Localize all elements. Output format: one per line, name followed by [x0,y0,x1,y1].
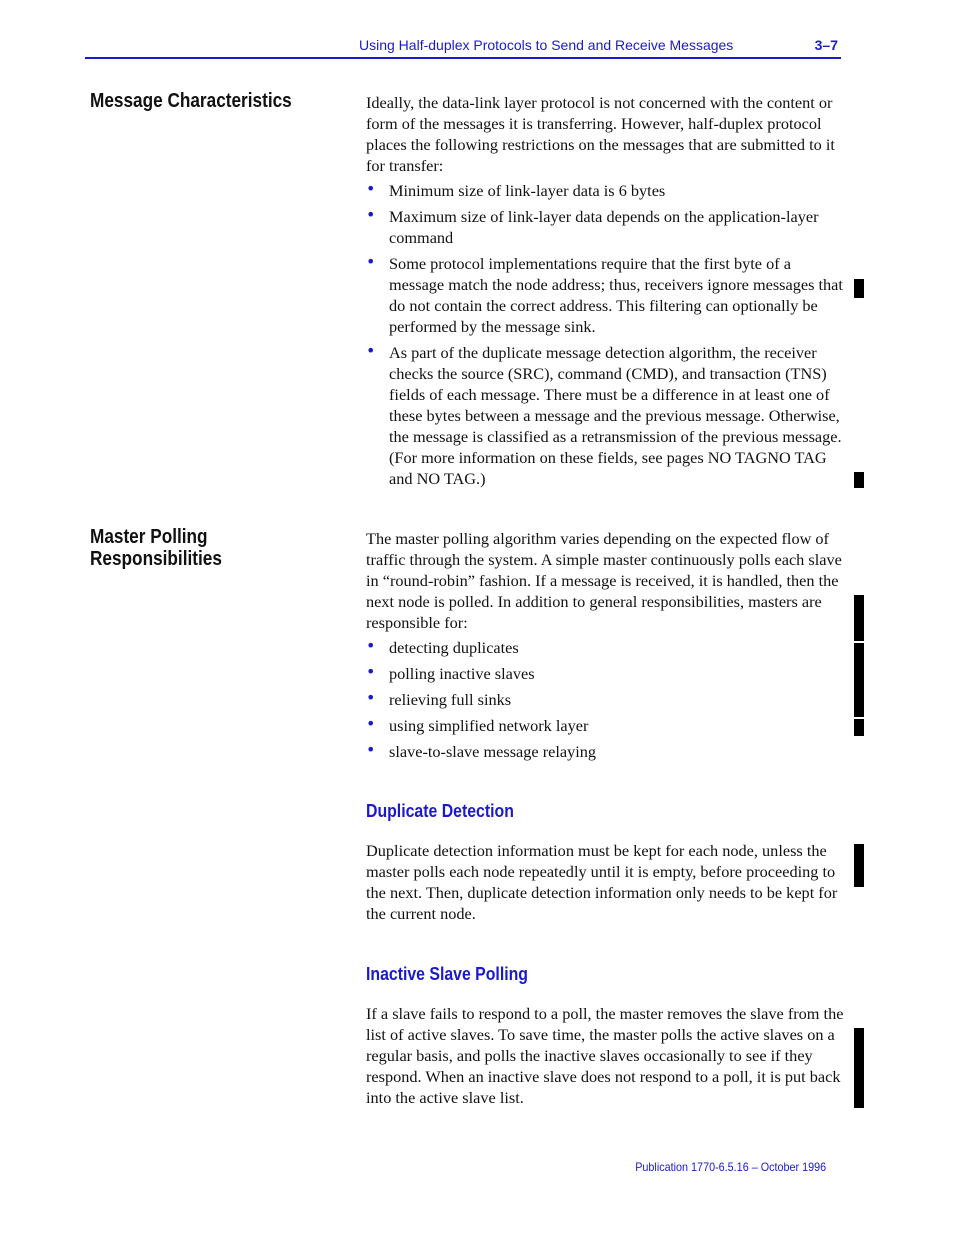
message-characteristics-list [366,180,844,489]
list-item: • Maximum size of link-layer data depends on the application-layer command [366,205,819,247]
change-bar [854,279,864,298]
master-polling-body [366,528,844,767]
list-item: • slave-to-slave message relaying [366,740,597,761]
list-item: • polling inactive slaves [366,662,535,683]
duplicate-detection-heading: Duplicate Detection [366,801,514,821]
publication-footer: Publication 1770-6.5.16 – October 1996 [635,1160,826,1174]
change-bar [854,595,864,641]
master-polling-intro: The master polling algorithm varies depending on the expected flow of traffic through the system. A simple master continuously polls each slave in “round-robin” fashion. If a message is received, it is handled, then the next node is polled. In addition to general responsibilities, masters are responsible for: [366,529,842,632]
change-bar [854,719,864,736]
list-item: • Some protocol implementations require that the first byte of a message match the node address; thus, receivers ignore messages that do not contain the correct address. This filtering can optionally be performed by the message sink. [366,252,843,336]
bullet-icon: • [366,714,376,733]
bullet-icon: • [366,662,376,681]
bullet-icon: • [366,252,376,271]
list-item: • Minimum size of link-layer data is 6 bytes [366,179,666,200]
master-polling-list [366,637,844,762]
change-bar [854,643,864,717]
change-bar [854,844,864,887]
bullet-icon: • [366,636,376,655]
message-characteristics-intro: Ideally, the data-link layer protocol is not concerned with the content or form of the messages it is transferring. However, half-duplex protocol places the following restrictions on the messages that are submitted to it for transfer: [366,93,835,175]
bullet-icon: • [366,740,376,759]
duplicate-detection-body: Duplicate detection information must be kept for each node, unless the master polls each node repeatedly until it is empty, before proceeding to the next. Then, duplicate detection information only needs to be kept for the current node. [366,841,838,923]
inactive-slave-polling-heading: Inactive Slave Polling [366,964,528,984]
master-polling-heading: Master Polling Responsibilities [90,526,222,570]
inactive-slave-polling-body: If a slave fails to respond to a poll, the master removes the slave from the list of active slaves. To save time, the master polls the active slaves on a regular basis, and polls the inactive slaves occasionally to see if they respond. When an inactive slave does not respond to a poll, it is put back into the active slave list. [366,1004,844,1107]
list-item: • relieving full sinks [366,688,512,709]
list-item: • detecting duplicates [366,636,519,657]
page-number: 3–7 [814,37,838,53]
bullet-icon: • [366,205,376,224]
message-characteristics-body [366,92,844,494]
message-characteristics-heading: Message Characteristics [90,90,292,112]
bullet-icon: • [366,688,376,707]
list-item: • As part of the duplicate message detection algorithm, the receiver checks the source (SRC), command (CMD), and transaction (TNS) fields of each message. There must be a difference in at least one of these bytes between a message and the previous message. Otherwise, the message is classified as a retransmission of the previous message. (For more information on these fields, see pages NO TAGNO TAG and NO TAG.) [366,341,842,488]
change-bar [854,1028,864,1108]
bullet-icon: • [366,341,376,360]
header-rule [85,57,841,59]
change-bar [854,472,864,488]
bullet-icon: • [366,179,376,198]
running-header-title: Using Half-duplex Protocols to Send and Receive Messages [359,37,734,53]
list-item: • using simplified network layer [366,714,589,735]
